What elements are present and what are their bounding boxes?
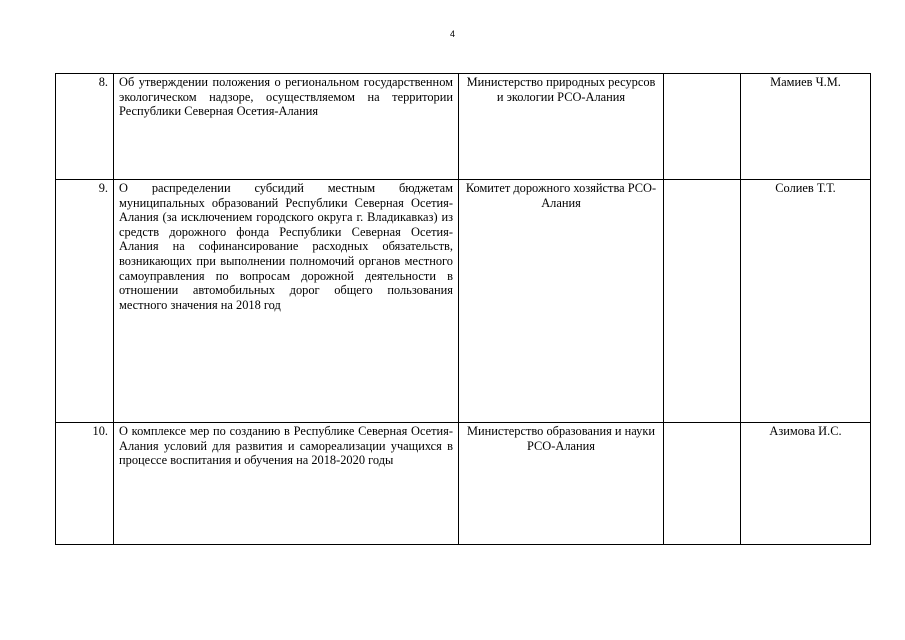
row-title: О распределении субсидий местным бюджетам муниципальных образований Республики Северная Осетия-Алания (за исключением городского округа г. Владикавказ) из средств дорожного фонда Республики Северная Осетия-Алания на софинансирование расходных обязательств, возникающих при выполнении полномочий органов местного самоуправления по вопросам дорожной деятельности в отношении автомобильных дорог общего пользования местного значения на 2018 год	[114, 180, 459, 423]
row-number: 8.	[56, 74, 114, 180]
row-extra-cell	[664, 423, 741, 545]
row-person: Солиев Т.Т.	[741, 180, 871, 423]
plan-table	[55, 73, 871, 545]
row-extra-cell	[664, 74, 741, 180]
row-person: Азимова И.С.	[741, 423, 871, 545]
row-number: 9.	[56, 180, 114, 423]
table-row	[56, 180, 871, 423]
row-responsible: Министерство образования и науки РСО-Алания	[459, 423, 664, 545]
row-person: Мамиев Ч.М.	[741, 74, 871, 180]
page-number: 4	[449, 29, 455, 39]
row-title: Об утверждении положения о региональном государственном экологическом надзоре, осуществляемом на территории Республики Северная Осетия-Алания	[114, 74, 459, 180]
row-title: О комплексе мер по созданию в Республике Северная Осетия-Алания условий для развития и самореализации учащихся в процессе воспитания и обучения на 2018-2020 годы	[114, 423, 459, 545]
row-responsible: Комитет дорожного хозяйства РСО-Алания	[459, 180, 664, 423]
row-responsible: Министерство природных ресурсов и экологии РСО-Алания	[459, 74, 664, 180]
table-row	[56, 423, 871, 545]
row-extra-cell	[664, 180, 741, 423]
row-number: 10.	[56, 423, 114, 545]
table-row	[56, 74, 871, 180]
